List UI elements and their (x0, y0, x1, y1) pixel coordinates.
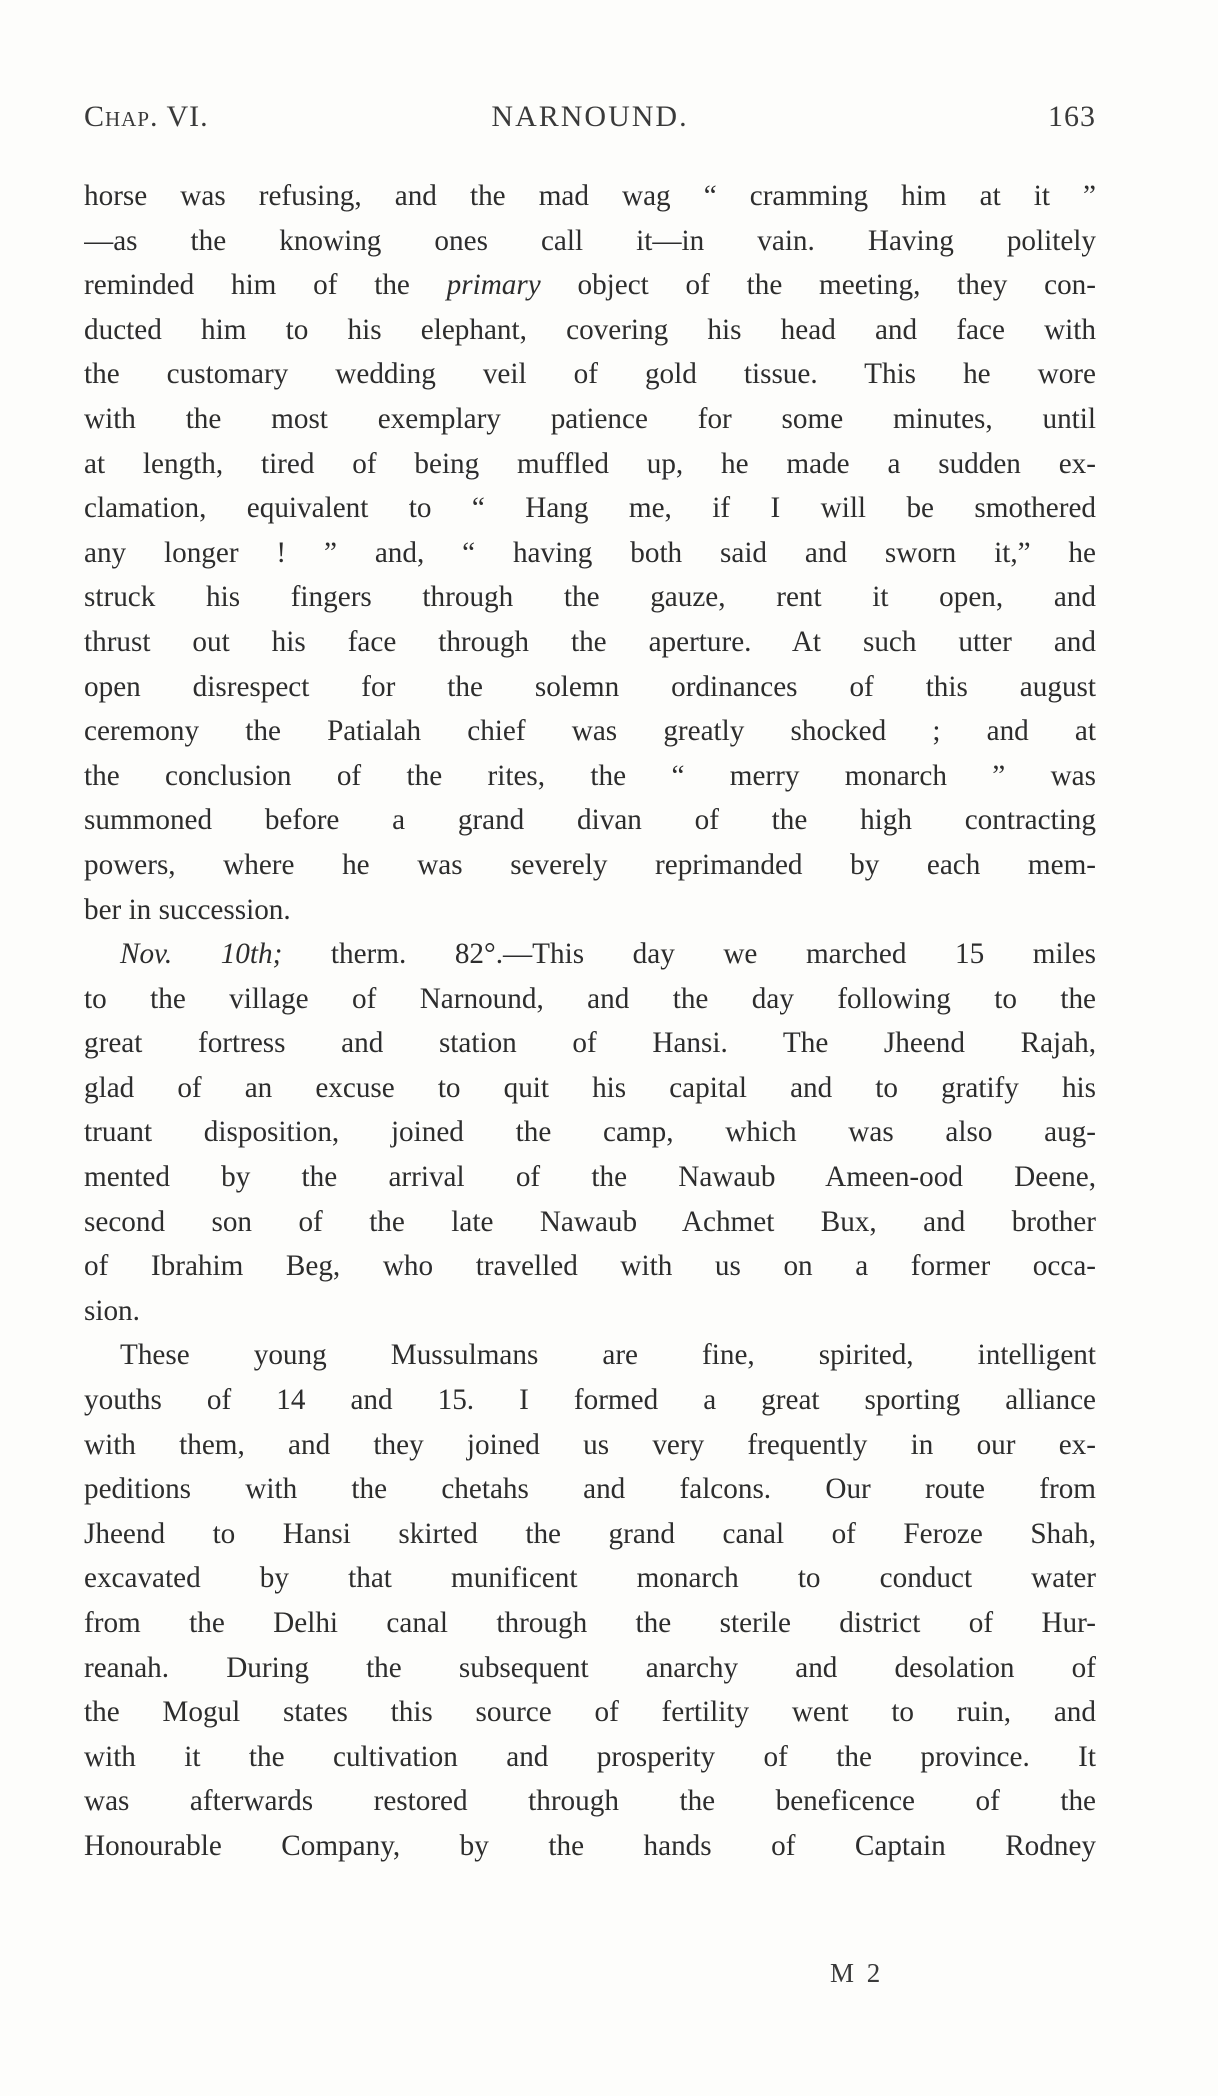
text-line: Nov. 10th; therm. 82°.—This day we marched 15 miles (120, 938, 1096, 971)
text-line: summoned before a grand divan of the high contracting (84, 804, 1096, 837)
text-line: sion. (84, 1294, 140, 1327)
page-title: NARNOUND. (491, 100, 689, 133)
text-line: ducted him to his elephant, covering his head and face with (84, 313, 1096, 346)
text-line: the conclusion of the rites, the “ merry monarch ” was (84, 759, 1096, 792)
text-line: powers, where he was severely reprimanded by each mem- (84, 848, 1096, 881)
text-line: with it the cultivation and prosperity of the province. It (84, 1740, 1096, 1773)
text-line: glad of an excuse to quit his capital and to gratify his (84, 1071, 1096, 1104)
body-text (84, 174, 1096, 1869)
text-line: clamation, equivalent to “ Hang me, if I will be smothered (84, 492, 1096, 525)
text-line: to the village of Narnound, and the day following to the (84, 982, 1096, 1015)
text-line: from the Delhi canal through the sterile district of Hur- (84, 1607, 1096, 1639)
text-line: any longer ! ” and, “ having both said and sworn it,” he (84, 536, 1096, 569)
text-line: youths of 14 and 15. I formed a great sporting alliance (84, 1384, 1096, 1417)
text-line: the customary wedding veil of gold tissue. This he wore (84, 358, 1096, 391)
text-line: was afterwards restored through the beneficence of the (84, 1785, 1096, 1818)
text-line: —as the knowing ones call it—in vain. Having politely (84, 224, 1096, 257)
text-line: of Ibrahim Beg, who travelled with us on a former occa- (84, 1250, 1096, 1283)
text-line: truant disposition, joined the camp, which was also aug- (84, 1116, 1096, 1149)
text-line: ceremony the Patialah chief was greatly shocked ; and at (84, 715, 1096, 748)
text-line: the Mogul states this source of fertility went to ruin, and (84, 1696, 1096, 1729)
text-line: thrust out his face through the aperture. At such utter and (84, 625, 1096, 658)
text-line: peditions with the chetahs and falcons. Our route from (84, 1473, 1096, 1506)
text-line: mented by the arrival of the Nawaub Ameen-ood Deene, (84, 1161, 1096, 1194)
signature-mark: M 2 (830, 1958, 884, 1988)
text-line: reminded him of the primary object of the meeting, they con- (84, 269, 1096, 302)
text-line: Honourable Company, by the hands of Captain Rodney (84, 1829, 1096, 1862)
text-line: These young Mussulmans are fine, spirited, intelligent (120, 1339, 1096, 1372)
text-line: horse was refusing, and the mad wag “ cramming him at it ” (84, 180, 1096, 212)
text-line: at length, tired of being muffled up, he made a sudden ex- (84, 447, 1096, 480)
chapter-label: Chap. VI. (84, 100, 209, 133)
text-line: with them, and they joined us very frequently in our ex- (84, 1428, 1096, 1461)
text-line: reanah. During the subsequent anarchy and desolation of (84, 1651, 1096, 1684)
text-line: Jheend to Hansi skirted the grand canal of Feroze Shah, (84, 1517, 1096, 1550)
text-line: open disrespect for the solemn ordinances of this august (84, 670, 1096, 703)
running-head (84, 100, 1096, 148)
text-line: ber in succession. (84, 893, 291, 926)
text-line: with the most exemplary patience for some minutes, until (84, 402, 1096, 435)
text-line: excavated by that munificent monarch to conduct water (84, 1562, 1096, 1595)
page-number: 163 (1048, 100, 1096, 133)
text-line: second son of the late Nawaub Achmet Bux, and brother (84, 1205, 1096, 1238)
text-line: great fortress and station of Hansi. The Jheend Rajah, (84, 1027, 1096, 1060)
text-line: struck his fingers through the gauze, rent it open, and (84, 581, 1096, 614)
